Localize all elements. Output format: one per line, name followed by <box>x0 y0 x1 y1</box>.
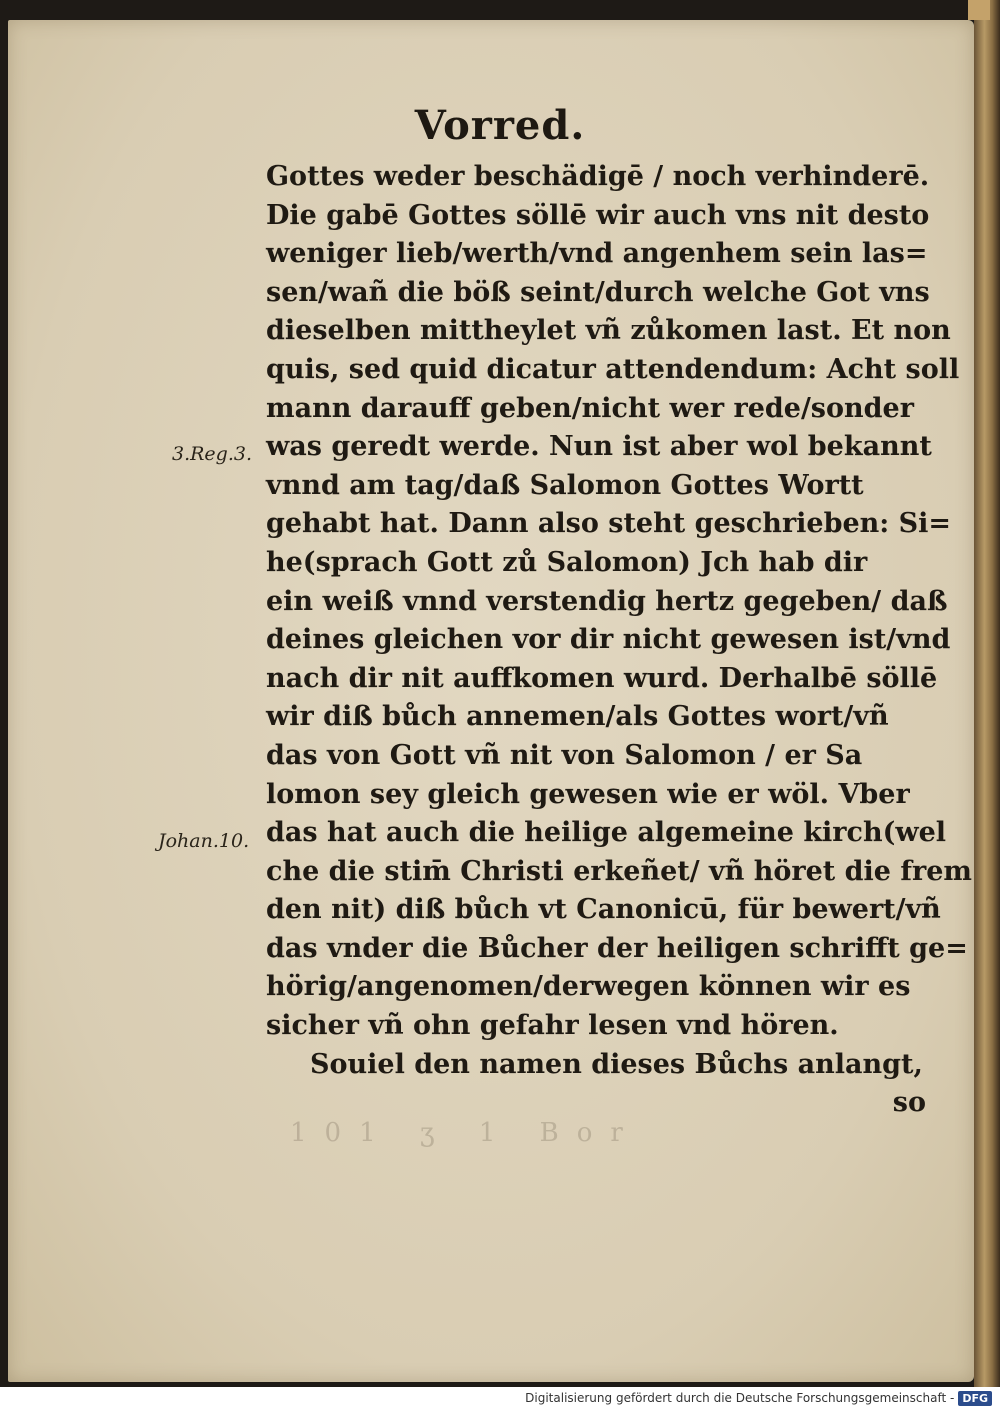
text-line: quis, sed quid dicatur attendendum: Acht soll <box>266 353 960 385</box>
running-head: Vorred. <box>414 102 586 149</box>
text-line: Gottes weder beschädigē / noch verhinderē. <box>266 161 930 192</box>
text-line: das hat auch die heilige algemeine kirch(wel <box>266 817 947 849</box>
text-line: den nit) diß bůch vt Canonicū, für bewert/vñ <box>266 894 941 926</box>
text-line: gehabt hat. Dann also steht geschrieben: Si= <box>266 508 952 540</box>
text-line: sen/wañ die böß seint/durch welche Got vns <box>266 276 930 308</box>
text-line: sicher vñ ohn gefahr lesen vnd hören. <box>266 1010 839 1042</box>
text-line: Souiel den namen dieses Bůchs anlangt, <box>310 1048 923 1080</box>
text-line: deines gleichen vor dir nicht gewesen ist/vnd <box>266 624 951 656</box>
margin-note-johan: Johan.10. <box>158 830 250 852</box>
text-line: das von Gott vñ nit von Salomon / er Sa <box>266 739 863 771</box>
text-line: nach dir nit auffkomen wurd. Derhalbē söllē <box>266 662 938 694</box>
catchword: so <box>892 1087 926 1119</box>
body-text <box>266 158 972 1123</box>
text-line: vnnd am tag/daß Salomon Gottes Wortt <box>266 469 864 501</box>
text-line: weniger lieb/werth/vnd angenhem sein las= <box>266 238 928 270</box>
text-line: das vnder die Bůcher der heiligen schrifft ge= <box>266 932 968 964</box>
text-line: hörig/angenomen/derwegen können wir es <box>266 971 911 1003</box>
text-line: wir diß bůch annemen/als Gottes wort/vñ <box>266 701 889 733</box>
margin-note-reg: 3.Reg.3. <box>172 443 253 465</box>
text-line: ein weiß vnnd verstendig hertz gegeben/ daß <box>266 585 948 617</box>
book-edge <box>974 0 1000 1388</box>
funding-credit: Digitalisierung gefördert durch die Deutsche Forschungsgemeinschaft - <box>525 1391 955 1405</box>
bleed-through-text: 101 ʒ 1 Bor <box>290 1118 641 1148</box>
dfg-logo: DFG <box>958 1391 992 1406</box>
text-line: che die stim̄ Christi erkeñet/ vñ höret die frem <box>266 855 972 887</box>
book-edge-tab <box>968 0 990 20</box>
footer-bar <box>0 1387 1000 1409</box>
text-line: dieselben mittheylet vñ zůkomen last. Et non <box>266 315 951 347</box>
text-line: he(sprach Gott zů Salomon) Jch hab dir <box>266 546 868 578</box>
text-line: was geredt werde. Nun ist aber wol bekannt <box>266 431 932 463</box>
text-line: lomon sey gleich gewesen wie er wöl. Vber <box>266 778 910 810</box>
text-line: mann darauff geben/nicht wer rede/sonder <box>266 392 914 424</box>
text-line: Die gabē Gottes söllē wir auch vns nit desto <box>266 199 930 231</box>
